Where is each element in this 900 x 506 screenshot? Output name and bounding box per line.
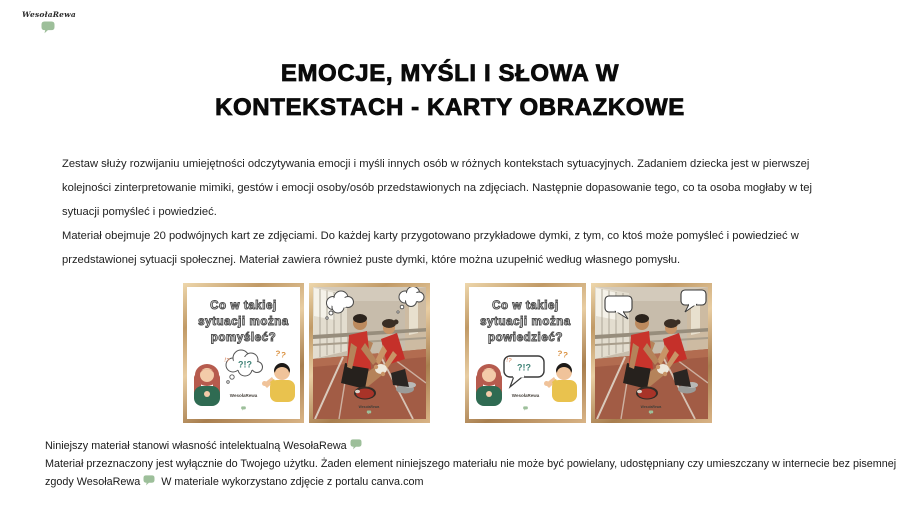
- intro-text: [62, 152, 862, 272]
- card-pair-think: [183, 283, 430, 423]
- brand-name: WesołaRewa: [22, 10, 76, 19]
- page-title-line-1: EMOCJE, MYŚLI I SŁOWA W: [280, 60, 620, 87]
- question-card-think: [183, 283, 304, 423]
- speech-bubble-text: ?!?: [517, 362, 531, 373]
- card-watermark-icon: [241, 406, 246, 411]
- boy-question-marks: ??: [274, 348, 288, 361]
- canva-credit-text: W materiale wykorzystano zdjęcie z portalu canva.com: [161, 475, 424, 488]
- woman-question-mark: !?: [223, 357, 231, 365]
- photo-card-think: [309, 283, 430, 423]
- question-card-think-title: [187, 298, 300, 346]
- photo-card-say: [591, 283, 712, 423]
- brand-speech-bubble-icon: [143, 475, 155, 492]
- footer-line-3: [45, 474, 885, 492]
- footer-line-2: Materiał przeznaczony jest wyłącznie do Twojego użytku. Żaden element niniejszego materiału nie może być powielany, udostępniany czy umieszczany w internecie bez pisemnej: [45, 458, 897, 471]
- card-pair-say: [465, 283, 712, 423]
- footer-copyright: [45, 438, 897, 492]
- intro-p1-line-1: Zestaw służy rozwijaniu umiejętności odczytywania emocji i myśli innych osób w różnych kontekstach sytuacyjnych. Zadaniem dziecka jest w pierwszej: [62, 158, 810, 170]
- card-title-line: powiedzieć?: [488, 332, 563, 344]
- question-card-say-title: [469, 298, 582, 346]
- question-card-say: [465, 283, 586, 423]
- thought-bubble-text: ?!?: [238, 359, 252, 370]
- photo-scene-runners: [595, 287, 708, 419]
- card-watermark-text: WesołaRewa: [511, 393, 540, 398]
- brand-speech-bubble-icon: [350, 439, 362, 456]
- footer-line-3-text-a: zgody WesołaRewa: [45, 475, 141, 488]
- intro-p2-line-1: Materiał obejmuje 20 podwójnych kart ze zdjęciami. Do każdej karty przygotowano przykładowe dymki, z tym, co ktoś może pomyśleć i powiedzieć w: [62, 230, 799, 242]
- page-title: [0, 57, 900, 125]
- card-title-line: sytuacji można: [198, 316, 289, 328]
- photo-watermark-text: WesołaRewa: [640, 405, 662, 409]
- card-watermark: [469, 393, 582, 416]
- card-watermark: [187, 393, 300, 416]
- page-title-line-2: KONTEKSTACH - KARTY OBRAZKOWE: [215, 94, 685, 121]
- woman-question-mark: !?: [505, 357, 513, 365]
- card-watermark-text: WesołaRewa: [229, 393, 258, 398]
- boy-question-marks: ??: [556, 348, 570, 361]
- intro-p1-line-2: kolejności zinterpretowanie mimiki, gestów i emocji osoby/osób przedstawionych na zdjęciach. Następnie dopasowanie tego, co ta osoba mogłaby w tej: [62, 182, 812, 194]
- photo-watermark-text: WesołaRewa: [358, 405, 380, 409]
- footer-line-1-text: Niniejszy materiał stanowi własność intelektualną WesołaRewa: [45, 440, 347, 452]
- brand-speech-bubble-icon: [22, 21, 74, 39]
- intro-p2-line-2: przedstawionej sytuacji społecznej. Materiał zawiera również puste dymki, które można uzupełnić według własnego pomysłu.: [62, 254, 681, 266]
- photo-scene-runners: [313, 287, 426, 419]
- intro-p1-line-3: sytuacji pomyśleć i powiedzieć.: [62, 206, 217, 218]
- card-title-line: Co w takiej: [210, 300, 277, 312]
- card-watermark-icon: [523, 406, 528, 411]
- card-title-line: Co w takiej: [492, 300, 559, 312]
- card-title-line: sytuacji można: [480, 316, 571, 328]
- footer-line-1: [45, 438, 885, 456]
- brand-logo: [22, 10, 74, 39]
- card-title-line: pomyśleć?: [210, 332, 277, 344]
- cards-row: [183, 283, 712, 423]
